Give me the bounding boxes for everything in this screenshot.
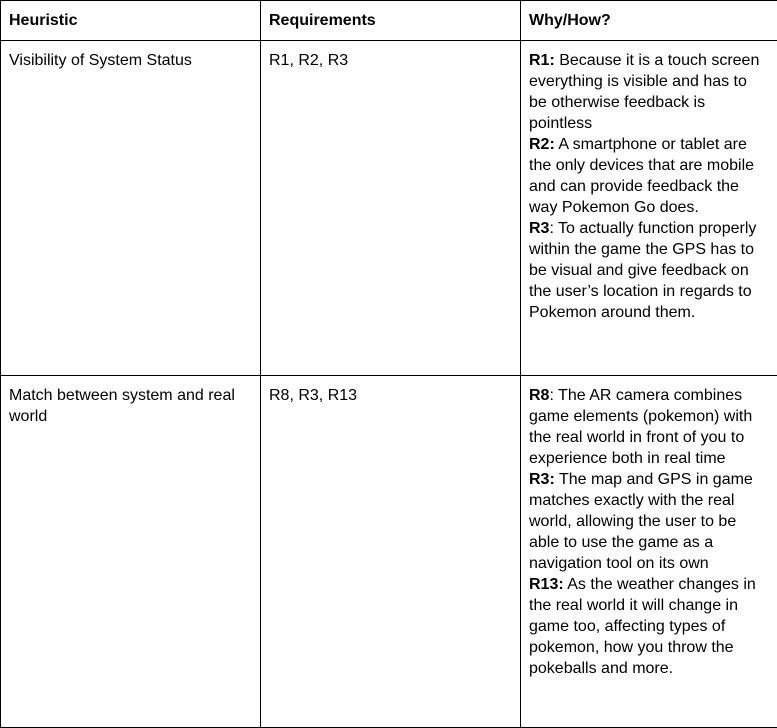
requirements-cell: R1, R2, R3 <box>261 41 521 376</box>
note-text: The map and GPS in game matches exactly with the real world, allowing the user to be able to use the game as a navigation tool on its own <box>529 471 753 572</box>
table-row <box>1 41 777 376</box>
note-key: R3 <box>529 220 549 237</box>
requirements-column-header: Requirements <box>261 1 521 41</box>
header-row <box>1 1 777 41</box>
why-how-cell <box>521 41 777 376</box>
heuristic-cell: Visibility of System Status <box>1 41 261 376</box>
note-key: R1: <box>529 52 555 69</box>
note-line <box>529 50 769 134</box>
heuristic-column-header: Heuristic <box>1 1 261 41</box>
note-text: A smartphone or tablet are the only devices that are mobile and can provide feedback the way Pokemon Go does. <box>529 136 754 216</box>
why-how-column-header: Why/How? <box>521 1 777 41</box>
requirements-cell: R8, R3, R13 <box>261 376 521 728</box>
note-line <box>529 385 769 469</box>
note-text: : To actually function properly within the game the GPS has to be visual and give feedback on the user’s location in regards to Pokemon around them. <box>529 220 756 321</box>
note-line <box>529 134 769 218</box>
table-row <box>1 376 777 728</box>
note-line <box>529 218 769 323</box>
note-text: : The AR camera combines game elements (pokemon) with the real world in front of you to experience both in real time <box>529 387 752 467</box>
note-text: As the weather changes in the real world it will change in game too, affecting types of pokemon, how you throw the pokeballs and more. <box>529 576 756 677</box>
note-line <box>529 469 769 574</box>
why-how-cell <box>521 376 777 728</box>
note-key: R8 <box>529 387 549 404</box>
note-text: Because it is a touch screen everything is visible and has to be otherwise feedback is pointless <box>529 52 759 132</box>
note-key: R2: <box>529 136 555 153</box>
heuristic-cell: Match between system and real world <box>1 376 261 728</box>
note-key: R13: <box>529 576 564 593</box>
note-key: R3: <box>529 471 555 488</box>
note-line <box>529 574 769 679</box>
